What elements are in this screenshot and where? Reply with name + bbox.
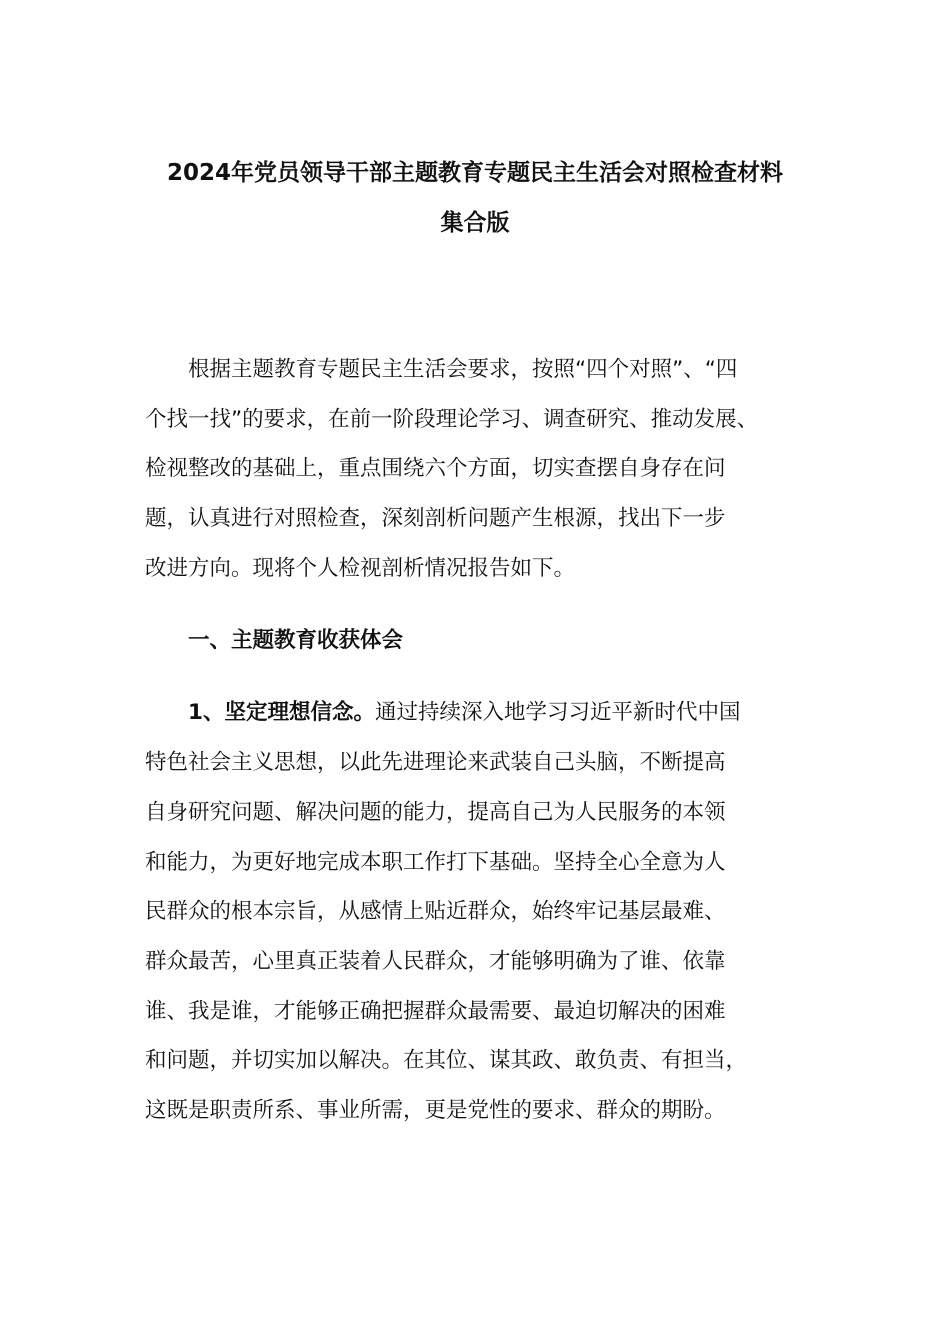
paragraph-line: 改进方向。现将个人检视剖析情况报告如下。 bbox=[145, 556, 576, 581]
paragraph-line: 题，认真进行对照检查，深刻剖析问题产生根源，找出下一步 bbox=[145, 506, 726, 531]
item-first-line bbox=[188, 698, 740, 728]
document-title: 2024年党员领导干部主题教育专题民主生活会对照检查材料 bbox=[166, 160, 783, 186]
paragraph-line: 群众最苦，心里真正装着人民群众，才能够明确为了谁、依靠 bbox=[145, 949, 726, 974]
paragraph-line: 根据主题教育专题民主生活会要求，按照“四个对照”、“四 bbox=[188, 357, 738, 382]
item-label: 1、坚定理想信念。 bbox=[188, 700, 375, 725]
item-text: 通过持续深入地学习习近平新时代中国 bbox=[374, 700, 741, 725]
paragraph-line: 自身研究问题、解决问题的能力，提高自己为人民服务的本领 bbox=[145, 800, 726, 825]
section-heading: 一、主题教育收获体会 bbox=[188, 628, 404, 653]
paragraph-line: 检视整改的基础上，重点围绕六个方面，切实查摆自身存在问 bbox=[145, 456, 726, 481]
paragraph-line: 和问题，并切实加以解决。在其位、谋其政、敢负责、有担当， bbox=[145, 1048, 748, 1073]
document-subtitle: 集合版 bbox=[440, 210, 510, 236]
paragraph-line: 个找一找”的要求，在前一阶段理论学习、调查研究、推动发展、 bbox=[145, 407, 759, 432]
paragraph-line: 民群众的根本宗旨，从感情上贴近群众，始终牢记基层最难、 bbox=[145, 899, 726, 924]
paragraph-line: 谁、我是谁，才能够正确把握群众最需要、最迫切解决的困难 bbox=[145, 999, 726, 1024]
paragraph-line: 和能力，为更好地完成本职工作打下基础。坚持全心全意为人 bbox=[145, 850, 726, 875]
paragraph-line: 这既是职责所系、事业所需，更是党性的要求、群众的期盼。 bbox=[145, 1098, 726, 1123]
paragraph-line: 特色社会主义思想，以此先进理论来武装自己头脑，不断提高 bbox=[145, 750, 726, 775]
